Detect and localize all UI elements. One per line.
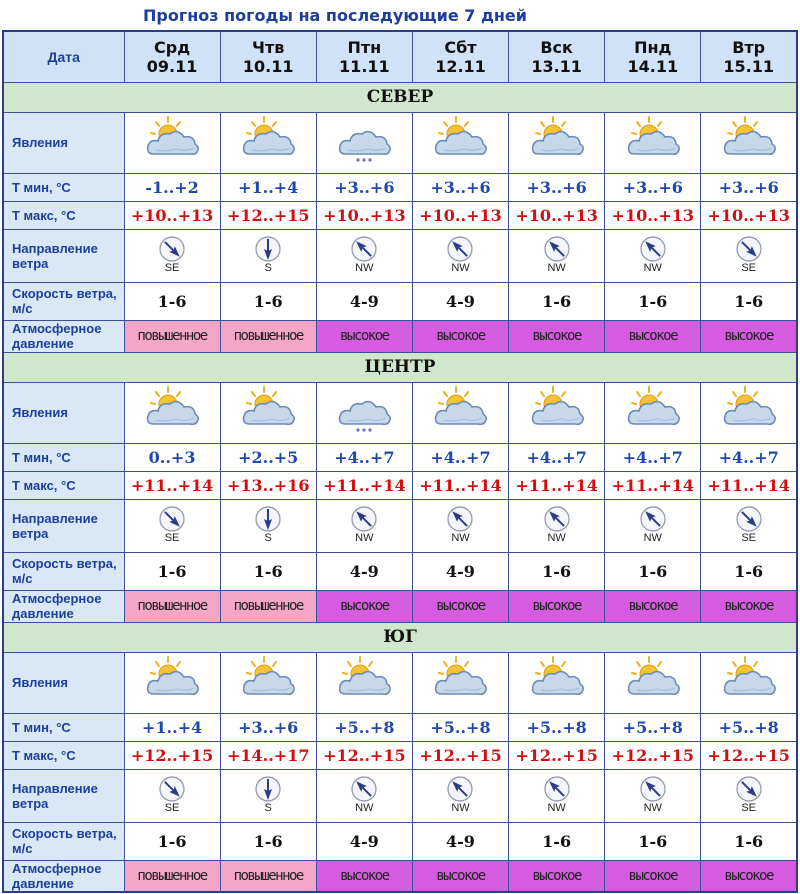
tmin-value: +3..+6 bbox=[701, 173, 797, 201]
pressure-row bbox=[3, 590, 797, 622]
wind-dir-row bbox=[3, 499, 797, 552]
tmin-value: +2..+5 bbox=[220, 443, 316, 471]
wind-direction-label: NW bbox=[643, 532, 662, 544]
tmax-label: Т макс, °С bbox=[3, 741, 124, 769]
wind-direction-label: S bbox=[264, 532, 272, 544]
wind-compass-icon bbox=[446, 505, 474, 533]
wind-direction-label: NW bbox=[355, 802, 374, 814]
weather-cell bbox=[509, 112, 605, 173]
wind-direction bbox=[350, 505, 378, 544]
wind-speed-value: 1-6 bbox=[509, 822, 605, 860]
wind-speed-row bbox=[3, 282, 797, 320]
wind-speed-value: 1-6 bbox=[124, 552, 220, 590]
day-date: 13.11 bbox=[531, 56, 582, 76]
tmin-value: +3..+6 bbox=[412, 173, 508, 201]
pressure-value: повышенное bbox=[124, 590, 220, 622]
wind-compass-icon bbox=[446, 235, 474, 263]
wind-direction-label: NW bbox=[451, 262, 470, 274]
wind-direction bbox=[254, 505, 282, 544]
wind-direction-label: NW bbox=[643, 262, 662, 274]
wind-compass-icon bbox=[639, 775, 667, 803]
weather-cell bbox=[605, 652, 701, 713]
wind-direction-cell bbox=[509, 769, 605, 822]
wind-dir-label: Направление ветра bbox=[3, 499, 124, 552]
day-of-week: Птн bbox=[347, 37, 382, 57]
tmin-value: -1..+2 bbox=[124, 173, 220, 201]
wind-direction-cell bbox=[412, 229, 508, 282]
tmin-value: +3..+6 bbox=[605, 173, 701, 201]
cloud-rain-icon bbox=[334, 114, 394, 166]
weather-row bbox=[3, 382, 797, 443]
day-header bbox=[605, 31, 701, 82]
wind-speed-row bbox=[3, 822, 797, 860]
day-header bbox=[220, 31, 316, 82]
pressure-value: высокое bbox=[605, 590, 701, 622]
wind-speed-value: 1-6 bbox=[701, 822, 797, 860]
wind-speed-value: 4-9 bbox=[412, 282, 508, 320]
wind-dir-row bbox=[3, 769, 797, 822]
weather-row bbox=[3, 112, 797, 173]
wind-speed-value: 1-6 bbox=[124, 822, 220, 860]
weather-cell bbox=[509, 652, 605, 713]
tmax-value: +10..+13 bbox=[412, 201, 508, 229]
wind-dir-label: Направление ветра bbox=[3, 769, 124, 822]
pressure-label: Атмосферное давление bbox=[3, 590, 124, 622]
region-title: СЕВЕР bbox=[3, 82, 797, 112]
pressure-value: повышенное bbox=[220, 590, 316, 622]
wind-compass-icon bbox=[639, 235, 667, 263]
wind-speed-value: 1-6 bbox=[605, 552, 701, 590]
wind-direction-label: SE bbox=[164, 802, 180, 814]
tmax-value: +11..+14 bbox=[316, 471, 412, 499]
region-row bbox=[3, 352, 797, 382]
pressure-value: высокое bbox=[701, 320, 797, 352]
weather-cell bbox=[412, 652, 508, 713]
day-of-week: Вск bbox=[540, 37, 573, 57]
tmax-label: Т макс, °С bbox=[3, 201, 124, 229]
wind-direction bbox=[639, 505, 667, 544]
pressure-value: повышенное bbox=[220, 320, 316, 352]
wind-direction-label: NW bbox=[547, 802, 566, 814]
tmin-value: +4..+7 bbox=[701, 443, 797, 471]
tmin-value: +5..+8 bbox=[316, 713, 412, 741]
tmax-row bbox=[3, 471, 797, 499]
wind-compass-icon bbox=[158, 775, 186, 803]
weather-cell bbox=[701, 112, 797, 173]
weather-cell bbox=[605, 382, 701, 443]
wind-direction bbox=[254, 775, 282, 814]
wind-direction bbox=[158, 775, 186, 814]
day-date: 14.11 bbox=[627, 56, 679, 76]
wind-direction-label: NW bbox=[355, 262, 374, 274]
wind-compass-icon bbox=[639, 505, 667, 533]
wind-speed-value: 1-6 bbox=[605, 822, 701, 860]
header-row bbox=[3, 31, 797, 82]
pressure-value: высокое bbox=[701, 590, 797, 622]
tmax-value: +12..+15 bbox=[412, 741, 508, 769]
day-of-week: Срд bbox=[154, 37, 191, 57]
wind-direction-cell bbox=[220, 229, 316, 282]
pressure-value: повышенное bbox=[220, 860, 316, 892]
tmax-value: +12..+15 bbox=[316, 741, 412, 769]
weather-cell bbox=[605, 112, 701, 173]
pressure-value: высокое bbox=[316, 590, 412, 622]
wind-direction-label: SE bbox=[164, 262, 180, 274]
tmin-value: +5..+8 bbox=[412, 713, 508, 741]
tmax-row bbox=[3, 201, 797, 229]
tmin-value: +5..+8 bbox=[701, 713, 797, 741]
pressure-value: повышенное bbox=[124, 320, 220, 352]
tmax-value: +11..+14 bbox=[605, 471, 701, 499]
wind-direction-label: NW bbox=[547, 262, 566, 274]
date-header: Дата bbox=[3, 31, 124, 82]
pressure-value: высокое bbox=[509, 860, 605, 892]
wind-speed-value: 4-9 bbox=[316, 822, 412, 860]
tmin-value: +4..+7 bbox=[509, 443, 605, 471]
wind-direction bbox=[735, 505, 763, 544]
pressure-value: повышенное bbox=[124, 860, 220, 892]
pressure-value: высокое bbox=[605, 860, 701, 892]
wind-direction-cell bbox=[220, 499, 316, 552]
tmin-value: +1..+4 bbox=[124, 713, 220, 741]
weather-row bbox=[3, 652, 797, 713]
day-of-week: Сбт bbox=[444, 37, 477, 57]
wind-direction bbox=[350, 775, 378, 814]
wind-compass-icon bbox=[158, 235, 186, 263]
day-header bbox=[412, 31, 508, 82]
tmax-value: +12..+15 bbox=[605, 741, 701, 769]
tmax-value: +10..+13 bbox=[701, 201, 797, 229]
weather-cell bbox=[220, 382, 316, 443]
partly-cloudy-icon bbox=[238, 384, 298, 436]
wind-speed-value: 1-6 bbox=[701, 552, 797, 590]
wind-compass-icon bbox=[350, 235, 378, 263]
wind-speed-value: 1-6 bbox=[509, 552, 605, 590]
tmin-value: 0..+3 bbox=[124, 443, 220, 471]
wind-direction-cell bbox=[316, 769, 412, 822]
wind-speed-value: 1-6 bbox=[124, 282, 220, 320]
wind-compass-icon bbox=[350, 775, 378, 803]
wind-compass-icon bbox=[543, 775, 571, 803]
pressure-value: высокое bbox=[509, 320, 605, 352]
wind-speed-label: Скорость ветра, м/с bbox=[3, 552, 124, 590]
wind-speed-value: 4-9 bbox=[412, 552, 508, 590]
wind-direction bbox=[735, 235, 763, 274]
wind-direction-cell bbox=[701, 769, 797, 822]
tmax-value: +12..+15 bbox=[509, 741, 605, 769]
weather-cell bbox=[316, 652, 412, 713]
wind-direction-label: NW bbox=[355, 532, 374, 544]
wind-direction-cell bbox=[605, 229, 701, 282]
wind-direction-label: SE bbox=[741, 802, 757, 814]
wind-dir-label: Направление ветра bbox=[3, 229, 124, 282]
wind-speed-value: 1-6 bbox=[220, 552, 316, 590]
wind-compass-icon bbox=[254, 505, 282, 533]
weather-label: Явления bbox=[3, 112, 124, 173]
wind-speed-value: 1-6 bbox=[509, 282, 605, 320]
pressure-label: Атмосферное давление bbox=[3, 320, 124, 352]
pressure-value: высокое bbox=[316, 320, 412, 352]
wind-direction bbox=[158, 505, 186, 544]
partly-cloudy-icon bbox=[142, 114, 202, 166]
wind-compass-icon bbox=[350, 505, 378, 533]
partly-cloudy-icon bbox=[238, 114, 298, 166]
wind-compass-icon bbox=[543, 235, 571, 263]
day-of-week: Чтв bbox=[252, 37, 285, 57]
wind-direction-cell bbox=[316, 229, 412, 282]
day-date: 11.11 bbox=[339, 56, 390, 76]
weather-cell bbox=[124, 652, 220, 713]
wind-direction-label: S bbox=[264, 802, 272, 814]
partly-cloudy-icon bbox=[430, 654, 490, 706]
wind-direction bbox=[639, 775, 667, 814]
tmin-value: +4..+7 bbox=[605, 443, 701, 471]
weather-cell bbox=[124, 112, 220, 173]
weather-cell bbox=[124, 382, 220, 443]
tmin-value: +4..+7 bbox=[316, 443, 412, 471]
wind-direction-label: SE bbox=[741, 262, 757, 274]
wind-speed-value: 1-6 bbox=[701, 282, 797, 320]
tmin-row bbox=[3, 713, 797, 741]
wind-dir-row bbox=[3, 229, 797, 282]
tmax-value: +10..+13 bbox=[124, 201, 220, 229]
wind-speed-value: 1-6 bbox=[220, 822, 316, 860]
wind-speed-value: 4-9 bbox=[316, 552, 412, 590]
wind-direction-cell bbox=[220, 769, 316, 822]
page-title: Прогноз погоды на последующие 7 дней bbox=[143, 6, 527, 25]
wind-direction bbox=[446, 235, 474, 274]
tmax-value: +11..+14 bbox=[412, 471, 508, 499]
pressure-value: высокое bbox=[316, 860, 412, 892]
partly-cloudy-icon bbox=[623, 384, 683, 436]
wind-compass-icon bbox=[158, 505, 186, 533]
day-header bbox=[316, 31, 412, 82]
tmin-value: +3..+6 bbox=[509, 173, 605, 201]
day-of-week: Втр bbox=[732, 37, 766, 57]
day-header bbox=[701, 31, 797, 82]
wind-compass-icon bbox=[735, 235, 763, 263]
weather-cell bbox=[220, 112, 316, 173]
wind-direction-cell bbox=[509, 229, 605, 282]
wind-direction-label: S bbox=[264, 262, 272, 274]
tmax-value: +12..+15 bbox=[220, 201, 316, 229]
day-date: 09.11 bbox=[146, 56, 198, 76]
wind-compass-icon bbox=[735, 505, 763, 533]
wind-compass-icon bbox=[254, 235, 282, 263]
wind-direction-cell bbox=[124, 769, 220, 822]
weather-cell bbox=[701, 382, 797, 443]
forecast-table bbox=[2, 30, 798, 893]
weather-label: Явления bbox=[3, 382, 124, 443]
tmax-value: +10..+13 bbox=[605, 201, 701, 229]
partly-cloudy-icon bbox=[719, 114, 779, 166]
tmax-value: +12..+15 bbox=[124, 741, 220, 769]
partly-cloudy-icon bbox=[334, 654, 394, 706]
wind-direction bbox=[543, 775, 571, 814]
wind-compass-icon bbox=[254, 775, 282, 803]
pressure-value: высокое bbox=[701, 860, 797, 892]
wind-direction-label: NW bbox=[451, 802, 470, 814]
wind-speed-label: Скорость ветра, м/с bbox=[3, 282, 124, 320]
wind-direction-label: NW bbox=[547, 532, 566, 544]
day-date: 12.11 bbox=[435, 56, 486, 76]
weather-cell bbox=[316, 382, 412, 443]
partly-cloudy-icon bbox=[527, 384, 587, 436]
pressure-value: высокое bbox=[605, 320, 701, 352]
partly-cloudy-icon bbox=[142, 654, 202, 706]
tmax-value: +12..+15 bbox=[701, 741, 797, 769]
wind-direction-label: SE bbox=[164, 532, 180, 544]
pressure-row bbox=[3, 320, 797, 352]
day-of-week: Пнд bbox=[634, 37, 672, 57]
wind-speed-value: 4-9 bbox=[412, 822, 508, 860]
day-date: 10.11 bbox=[242, 56, 294, 76]
wind-speed-label: Скорость ветра, м/с bbox=[3, 822, 124, 860]
weather-cell bbox=[701, 652, 797, 713]
partly-cloudy-icon bbox=[430, 384, 490, 436]
weather-cell bbox=[316, 112, 412, 173]
tmax-value: +11..+14 bbox=[509, 471, 605, 499]
pressure-label: Атмосферное давление bbox=[3, 860, 124, 892]
weather-label: Явления bbox=[3, 652, 124, 713]
tmin-value: +1..+4 bbox=[220, 173, 316, 201]
wind-direction bbox=[446, 775, 474, 814]
wind-direction bbox=[735, 775, 763, 814]
wind-direction-cell bbox=[412, 499, 508, 552]
region-row bbox=[3, 82, 797, 112]
partly-cloudy-icon bbox=[238, 654, 298, 706]
wind-direction-cell bbox=[605, 769, 701, 822]
tmax-value: +10..+13 bbox=[509, 201, 605, 229]
wind-direction-cell bbox=[124, 229, 220, 282]
day-header bbox=[124, 31, 220, 82]
partly-cloudy-icon bbox=[527, 114, 587, 166]
partly-cloudy-icon bbox=[623, 654, 683, 706]
region-title: ЦЕНТР bbox=[3, 352, 797, 382]
pressure-row bbox=[3, 860, 797, 892]
pressure-value: высокое bbox=[509, 590, 605, 622]
wind-speed-value: 1-6 bbox=[605, 282, 701, 320]
wind-speed-value: 1-6 bbox=[220, 282, 316, 320]
tmin-value: +3..+6 bbox=[220, 713, 316, 741]
wind-direction-cell bbox=[701, 499, 797, 552]
tmax-label: Т макс, °С bbox=[3, 471, 124, 499]
tmin-label: Т мин, °С bbox=[3, 713, 124, 741]
wind-direction bbox=[254, 235, 282, 274]
weather-cell bbox=[412, 382, 508, 443]
wind-direction bbox=[158, 235, 186, 274]
tmin-value: +5..+8 bbox=[509, 713, 605, 741]
tmin-row bbox=[3, 173, 797, 201]
wind-direction-label: NW bbox=[643, 802, 662, 814]
wind-direction bbox=[350, 235, 378, 274]
day-date: 15.11 bbox=[723, 56, 774, 76]
region-title: ЮГ bbox=[3, 622, 797, 652]
partly-cloudy-icon bbox=[430, 114, 490, 166]
cloud-rain-icon bbox=[334, 384, 394, 436]
wind-direction-cell bbox=[605, 499, 701, 552]
tmax-value: +10..+13 bbox=[316, 201, 412, 229]
tmax-value: +14..+17 bbox=[220, 741, 316, 769]
tmax-value: +11..+14 bbox=[124, 471, 220, 499]
wind-direction bbox=[543, 505, 571, 544]
wind-direction-cell bbox=[412, 769, 508, 822]
wind-speed-row bbox=[3, 552, 797, 590]
wind-direction-label: SE bbox=[741, 532, 757, 544]
wind-direction bbox=[446, 505, 474, 544]
wind-speed-value: 4-9 bbox=[316, 282, 412, 320]
partly-cloudy-icon bbox=[719, 384, 779, 436]
region-row bbox=[3, 622, 797, 652]
wind-direction bbox=[543, 235, 571, 274]
pressure-value: высокое bbox=[412, 590, 508, 622]
wind-compass-icon bbox=[735, 775, 763, 803]
wind-compass-icon bbox=[446, 775, 474, 803]
tmin-value: +5..+8 bbox=[605, 713, 701, 741]
tmin-value: +3..+6 bbox=[316, 173, 412, 201]
partly-cloudy-icon bbox=[527, 654, 587, 706]
wind-direction-cell bbox=[316, 499, 412, 552]
wind-direction-label: NW bbox=[451, 532, 470, 544]
wind-direction-cell bbox=[701, 229, 797, 282]
wind-direction bbox=[639, 235, 667, 274]
weather-cell bbox=[509, 382, 605, 443]
wind-direction-cell bbox=[124, 499, 220, 552]
tmin-row bbox=[3, 443, 797, 471]
pressure-value: высокое bbox=[412, 860, 508, 892]
wind-compass-icon bbox=[543, 505, 571, 533]
day-header bbox=[509, 31, 605, 82]
tmin-label: Т мин, °С bbox=[3, 443, 124, 471]
partly-cloudy-icon bbox=[142, 384, 202, 436]
tmax-value: +13..+16 bbox=[220, 471, 316, 499]
tmax-value: +11..+14 bbox=[701, 471, 797, 499]
wind-direction-cell bbox=[509, 499, 605, 552]
partly-cloudy-icon bbox=[719, 654, 779, 706]
partly-cloudy-icon bbox=[623, 114, 683, 166]
weather-cell bbox=[220, 652, 316, 713]
tmin-label: Т мин, °С bbox=[3, 173, 124, 201]
tmin-value: +4..+7 bbox=[412, 443, 508, 471]
weather-cell bbox=[412, 112, 508, 173]
pressure-value: высокое bbox=[412, 320, 508, 352]
tmax-row bbox=[3, 741, 797, 769]
